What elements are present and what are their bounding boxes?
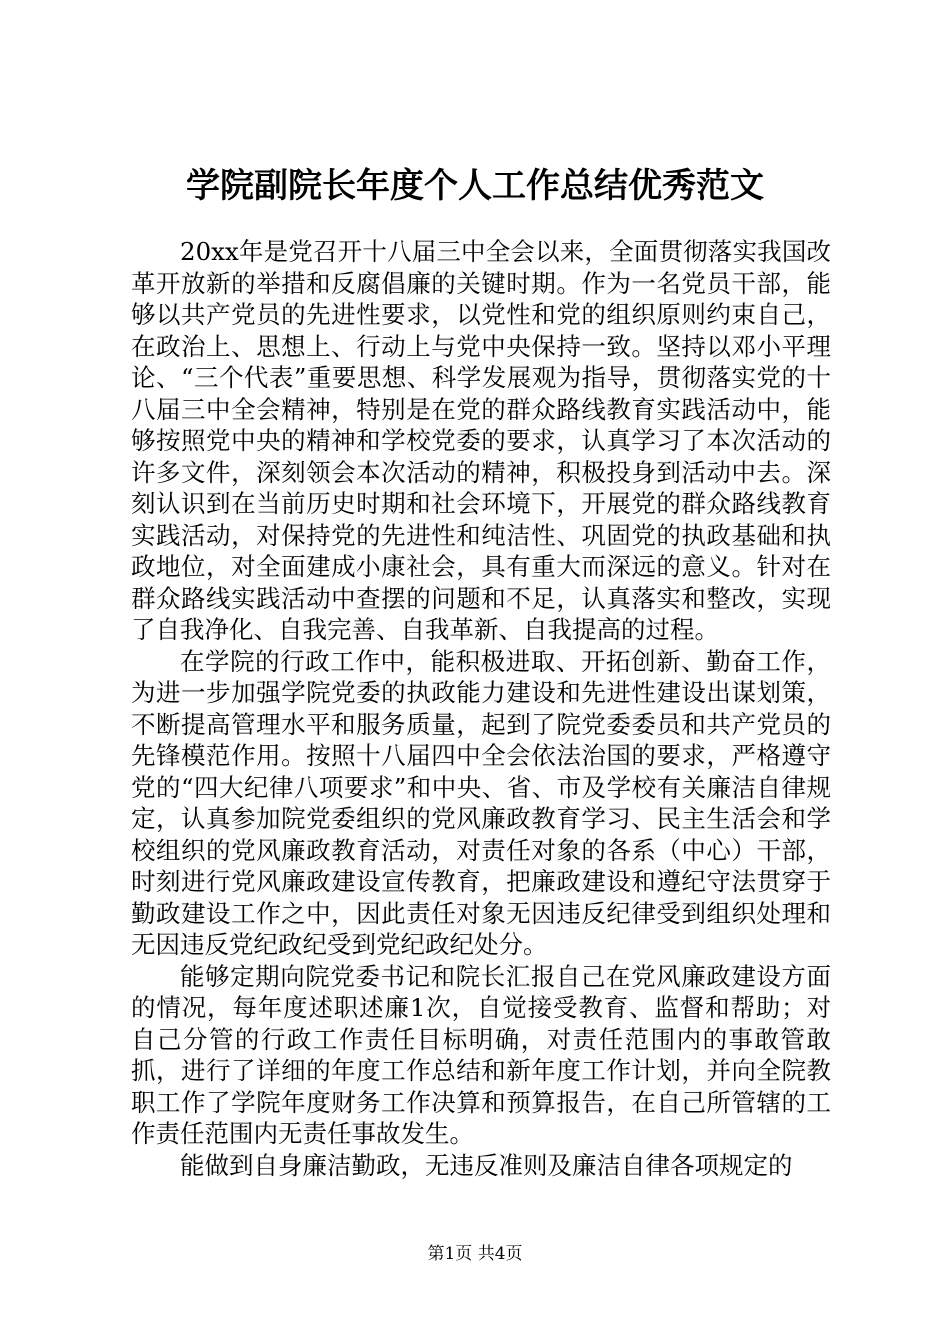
paragraph-3: 能够定期向院党委书记和院长汇报自己在党风廉政建设方面的情况，每年度述职述廉1次，自觉接受教育、监督和帮助；对自己分管的行政工作责任目标明确，对责任范围内的事敢管敢抓，进行了详细的年度工作总结和新年度工作计划，并向全院教职工作了学院年度财务工作决算和预算报告，在自己所管辖的工作责任范围内无责任事故发生。 [131, 961, 831, 1148]
paragraph-1: 20xx年是党召开十八届三中全会以来，全面贯彻落实我国改革开放新的举措和反腐倡廉的关键时期。作为一名党员干部，能够以共产党员的先进性要求，以党性和党的组织原则约束自己，在政治上、思想上、行动上与党中央保持一致。坚持以邓小平理论、“三个代表”重要思想、科学发展观为指导，贯彻落实党的十八届三中全会精神，特别是在党的群众路线教育实践活动中，能够按照党中央的精神和学校党委的要求，认真学习了本次活动的许多文件，深刻领会本次活动的精神，积极投身到活动中去。深刻认识到在当前历史时期和社会环境下，开展党的群众路线教育实践活动，对保持党的先进性和纯洁性、巩固党的执政基础和执政地位，对全面建成小康社会，具有重大而深远的意义。针对在群众路线实践活动中查摆的问题和不足，认真落实和整改，实现了自我净化、自我完善、自我革新、自我提高的过程。 [131, 237, 831, 644]
paragraph-2: 在学院的行政工作中，能积极进取、开拓创新、勤奋工作，为进一步加强学院党委的执政能力建设和先进性建设出谋划策，不断提高管理水平和服务质量，起到了院党委委员和共产党员的先锋模范作用。按照十八届四中全会依法治国的要求，严格遵守党的“四大纪律八项要求”和中央、省、市及学校有关廉洁自律规定，认真参加院党委组织的党风廉政教育学习、民主生活会和学校组织的党风廉政教育活动，对责任对象的各系（中心）干部，时刻进行党风廉政建设宣传教育，把廉政建设和遵纪守法贯穿于勤政建设工作之中，因此责任对象无因违反纪律受到组织处理和无因违反党纪政纪受到党纪政纪处分。 [131, 646, 831, 959]
document-body [131, 236, 831, 1181]
page-number: 第1页 共4页 [427, 1244, 523, 1264]
document-title: 学院副院长年度个人工作总结优秀范文 [186, 166, 764, 206]
paragraph-4: 能做到自身廉洁勤政，无违反准则及廉洁自律各项规定的 [180, 1150, 793, 1180]
